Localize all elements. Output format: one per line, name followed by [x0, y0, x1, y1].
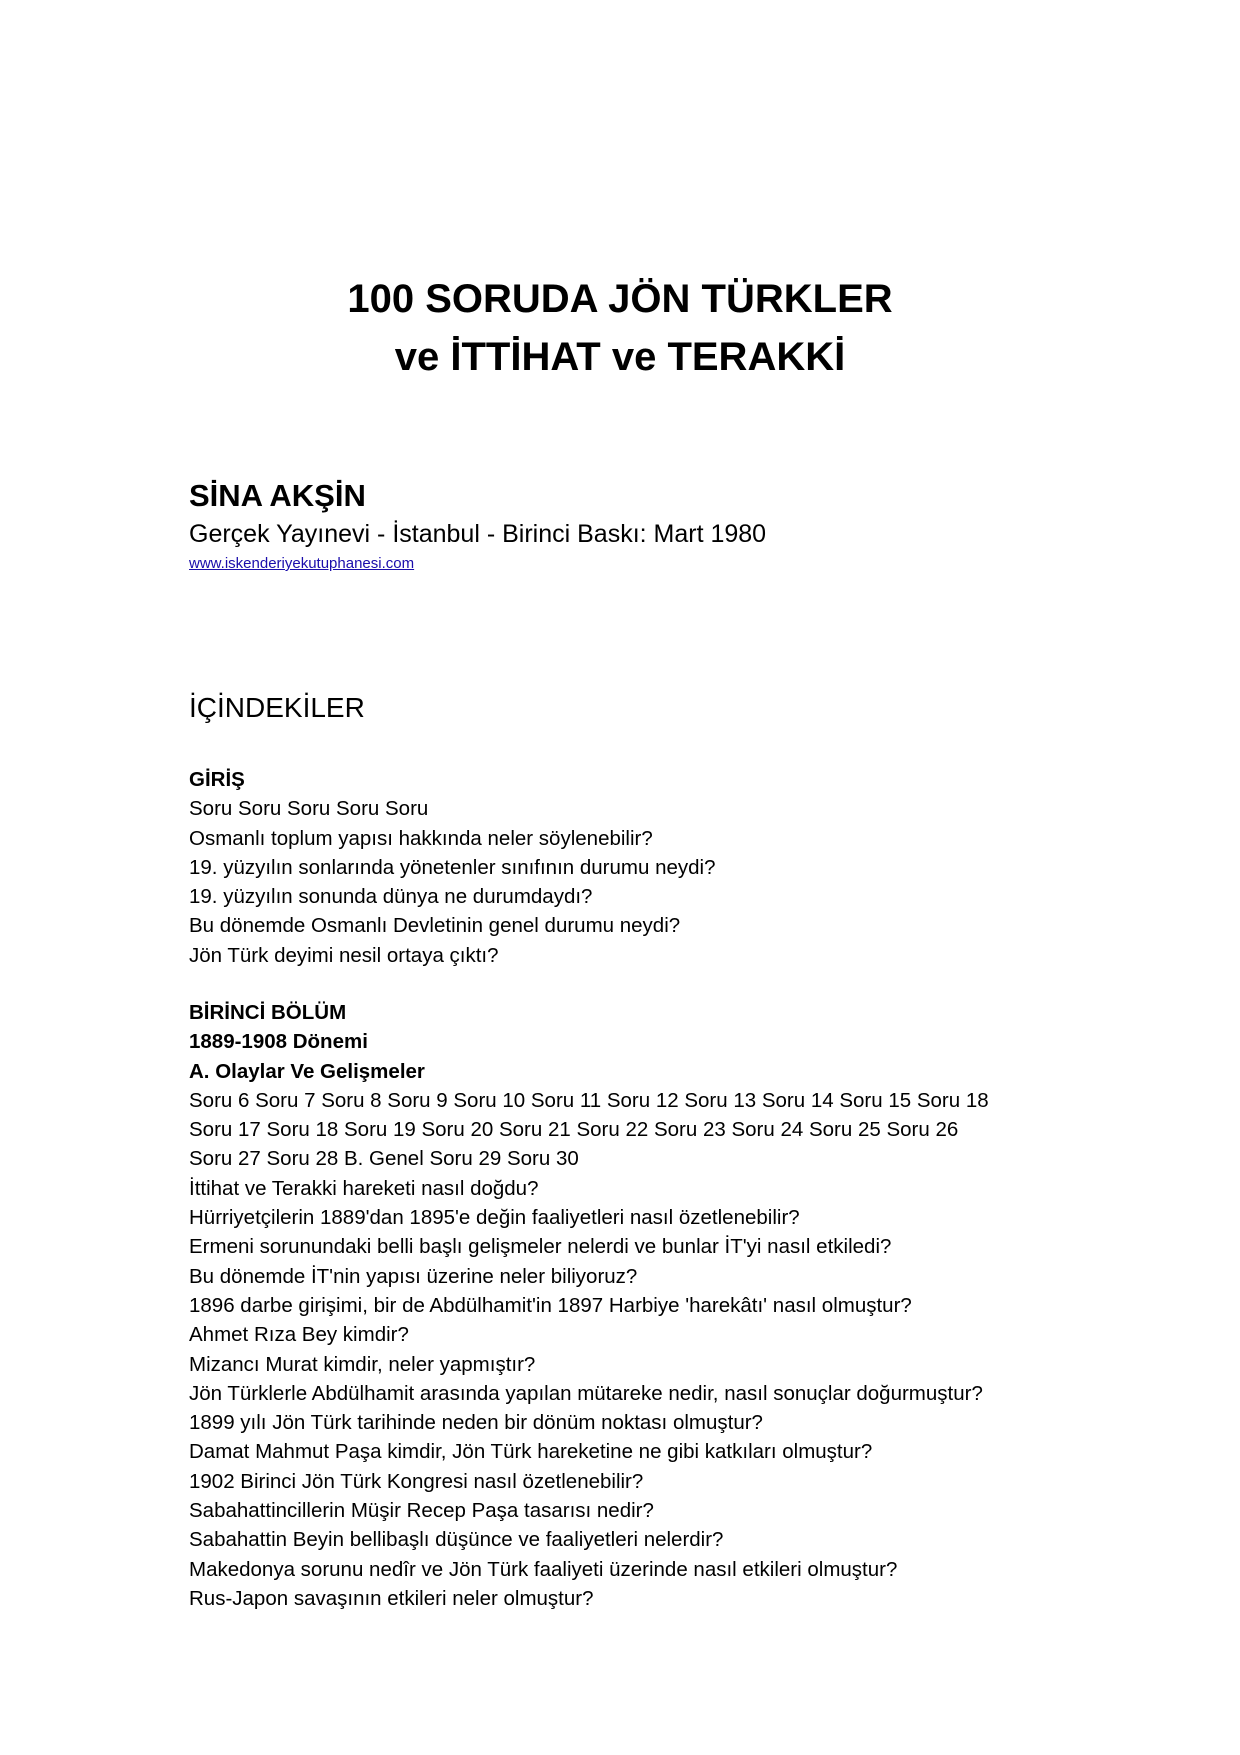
- toc-item: Mizancı Murat kimdir, neler yapmıştır?: [189, 1352, 536, 1376]
- title-line-2: ve İTTİHAT ve TERAKKİ: [394, 335, 846, 379]
- intro-section: [189, 765, 715, 970]
- toc-item: Jön Türklerle Abdülhamit arasında yapılan mütareke nedir, nasıl sonuçlar doğurmuştur?: [189, 1381, 983, 1405]
- publisher-info: Gerçek Yayınevi - İstanbul - Birinci Baskı: Mart 1980: [189, 520, 767, 548]
- toc-item: 1899 yılı Jön Türk tarihinde neden bir dönüm noktası olmuştur?: [189, 1411, 763, 1435]
- website-link[interactable]: www.iskenderiyekutuphanesi.com: [189, 555, 415, 572]
- toc-item: Sabahattincillerin Müşir Recep Paşa tasarısı nedir?: [189, 1499, 654, 1523]
- toc-item: 19. yüzyılın sonlarında yönetenler sınıfının durumu neydi?: [189, 855, 716, 879]
- toc-item: Rus-Japon savaşının etkileri neler olmuştur?: [189, 1586, 594, 1610]
- toc-item: İttihat ve Terakki hareketi nasıl doğdu?: [189, 1176, 539, 1200]
- toc-heading: İÇİNDEKİLER: [189, 692, 365, 723]
- part1-subheading: A. Olaylar Ve Gelişmeler: [189, 1059, 425, 1083]
- toc-item: 1902 Birinci Jön Türk Kongresi nasıl özetlenebilir?: [189, 1469, 644, 1493]
- toc-item: Ahmet Rıza Bey kimdir?: [189, 1323, 409, 1347]
- toc-item: Soru 6 Soru 7 Soru 8 Soru 9 Soru 10 Soru 11 Soru 12 Soru 13 Soru 14 Soru 15 Soru 18: [189, 1088, 989, 1112]
- toc-item: Makedonya sorunu nedîr ve Jön Türk faaliyeti üzerinde nasıl etkileri olmuştur?: [189, 1557, 898, 1581]
- document-title: [0, 270, 1240, 386]
- part1-section: [189, 998, 989, 1613]
- toc-item: Hürriyetçilerin 1889'dan 1895'e değin faaliyetleri nasıl özetlenebilir?: [189, 1206, 800, 1230]
- title-line-1: 100 SORUDA JÖN TÜRKLER: [347, 277, 893, 321]
- toc-item: Soru 17 Soru 18 Soru 19 Soru 20 Soru 21 Soru 22 Soru 23 Soru 24 Soru 25 Soru 26: [189, 1118, 959, 1142]
- toc-item: 19. yüzyılın sonunda dünya ne durumdaydı?: [189, 885, 593, 909]
- toc-item: Jön Türk deyimi nesil ortaya çıktı?: [189, 943, 499, 967]
- toc-item: Osmanlı toplum yapısı hakkında neler söylenebilir?: [189, 826, 653, 850]
- toc-item: Sabahattin Beyin bellibaşlı düşünce ve faaliyetleri nelerdir?: [189, 1528, 724, 1552]
- intro-heading: GİRİŞ: [189, 768, 245, 791]
- toc-item: Soru 27 Soru 28 B. Genel Soru 29 Soru 30: [189, 1147, 579, 1171]
- toc-item: Damat Mahmut Paşa kimdir, Jön Türk hareketine ne gibi katkıları olmuştur?: [189, 1440, 873, 1464]
- part1-heading: BİRİNCİ BÖLÜM: [189, 1001, 347, 1024]
- toc-item: 1896 darbe girişimi, bir de Abdülhamit'in 1897 Harbiye 'harekâtı' nasıl olmuştur?: [189, 1293, 912, 1317]
- toc-item: Bu dönemde İT'nin yapısı üzerine neler biliyoruz?: [189, 1264, 638, 1288]
- author-name: SİNA AKŞİN: [189, 478, 366, 513]
- toc-item: Soru Soru Soru Soru Soru: [189, 797, 429, 821]
- toc-item: Ermeni sorunundaki belli başlı gelişmeler nelerdi ve bunlar İT'yi nasıl etkiledi?: [189, 1235, 892, 1259]
- toc-item: Bu dönemde Osmanlı Devletinin genel durumu neydi?: [189, 914, 681, 938]
- part1-period: 1889-1908 Dönemi: [189, 1030, 368, 1054]
